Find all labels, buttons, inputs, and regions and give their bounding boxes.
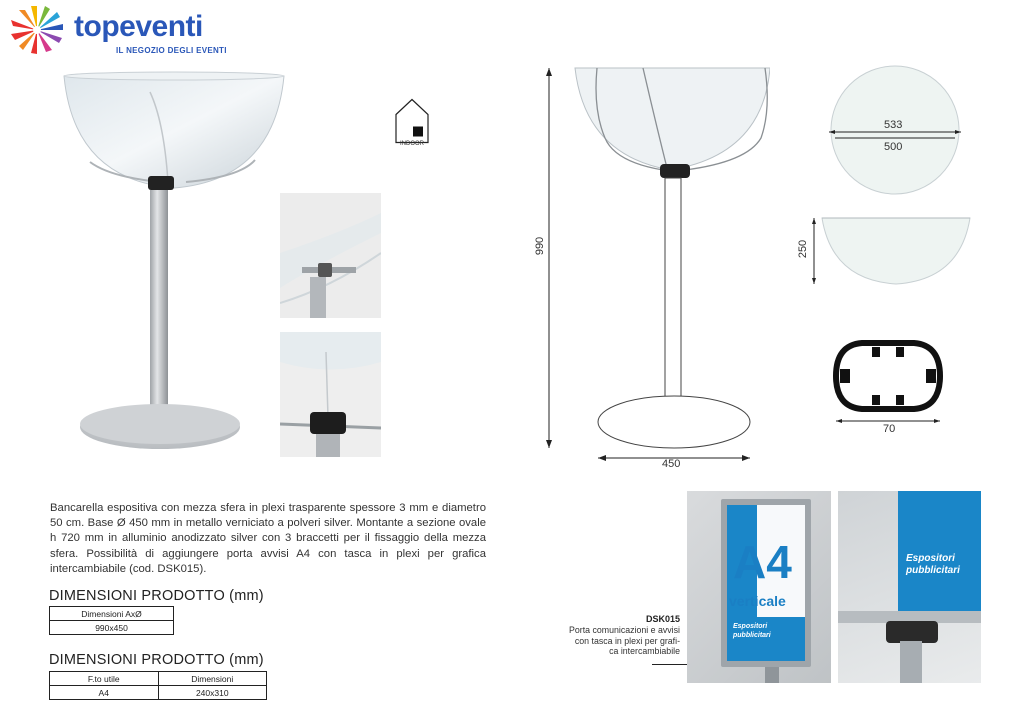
dome-side-drawing — [800, 210, 975, 290]
sign-sub-text: verticale — [729, 593, 786, 609]
sign-line2: pubblicitari — [733, 632, 771, 639]
profile-width-dimension: 70 — [883, 423, 896, 435]
table2-header-dimensions: Dimensioni — [158, 672, 267, 686]
detail-photo-joint — [280, 332, 381, 457]
dimensions-title-1: DIMENSIONI PRODOTTO (mm) — [49, 588, 264, 604]
starburst-logo-icon — [8, 6, 68, 54]
product-photo — [50, 62, 300, 472]
detail-photo-bracket — [280, 193, 381, 318]
detail-line1: Espositori — [906, 553, 955, 564]
product-description: Bancarella espositiva con mezza sfera in plexi trasparente spessore 3 mm e diametro 50 cm. Base Ø 450 mm in metallo verniciato a polveri silver. Montante a sezione ovale h 720 mm in alluminio anodizzato silver con 3 braccetti per il fissaggio della mezza sfera. Possibilità di aggiungere porta avvisi A4 con tasca in plexi per grafica intercambiabile (cod. DSK015). — [50, 502, 486, 575]
dome-height-dimension: 250 — [797, 239, 810, 259]
outer-diameter-dimension: 533 — [884, 119, 903, 131]
sign-big-text: A4 — [733, 536, 792, 588]
detail-line2: pubblicitari — [906, 565, 960, 576]
dimensions-table-1 — [49, 606, 174, 635]
dimensions-title-2: DIMENSIONI PRODOTTO (mm) — [49, 652, 264, 668]
accessory-code: DSK015 — [645, 614, 680, 624]
table2-value-dimensions: 240x310 — [158, 686, 267, 700]
dimensions-table-2 — [49, 671, 267, 700]
sign-detail-photo — [838, 491, 981, 683]
brand-tagline: IL NEGOZIO DEGLI EVENTI — [116, 46, 227, 55]
brand-logo — [8, 6, 227, 56]
indoor-icon — [393, 93, 431, 148]
table2-header-format: F.to utile — [50, 672, 159, 686]
front-view-drawing — [535, 60, 770, 480]
indoor-label: INDOOR — [400, 141, 424, 147]
table2-value-format: A4 — [50, 686, 159, 700]
accessory-description: Porta comunicazioni e avvisi con tasca in plexi per grafi- ca intercambiabile — [569, 625, 680, 656]
inner-diameter-dimension: 500 — [884, 141, 903, 153]
a4-sign-photo — [687, 491, 831, 683]
sign-line1: Espositori — [733, 623, 768, 630]
profile-section-drawing — [828, 335, 948, 430]
table1-value: 990x450 — [50, 621, 174, 635]
table1-header: Dimensioni AxØ — [50, 607, 174, 621]
brand-name: topeventi — [74, 10, 203, 43]
base-dimension: 450 — [662, 458, 681, 470]
height-dimension: 990 — [534, 236, 547, 256]
